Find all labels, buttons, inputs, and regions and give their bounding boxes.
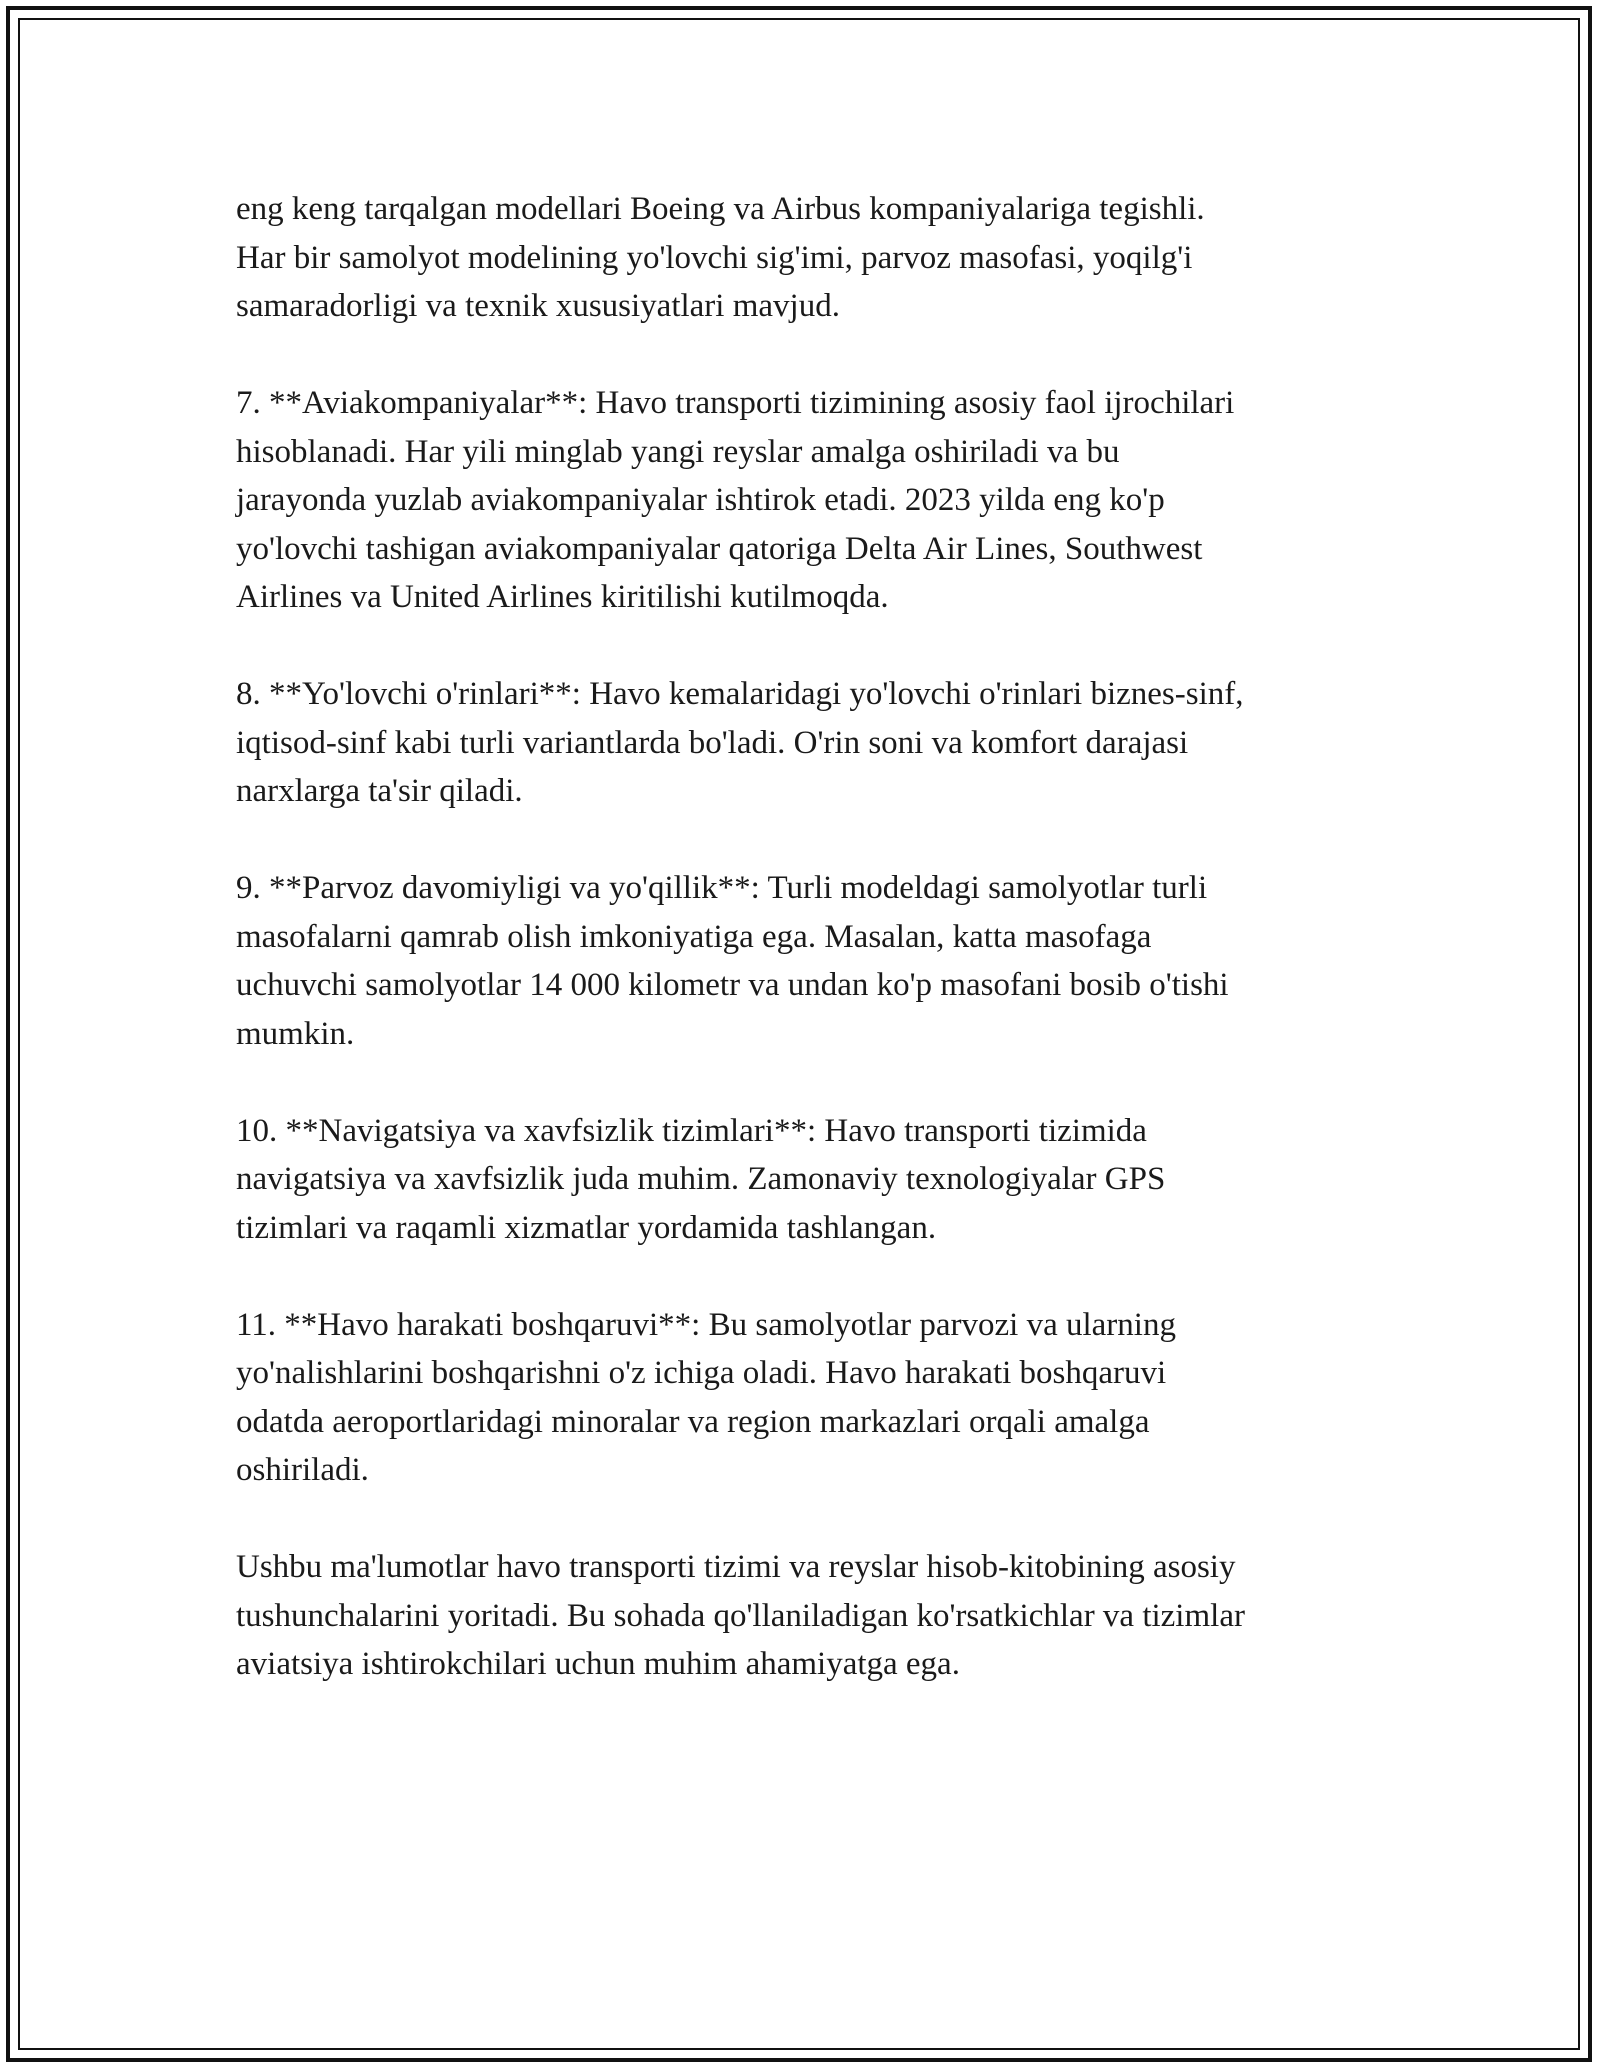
paragraph-navigation-safety: 10. **Navigatsiya va xavfsizlik tizimlari**: Havo transporti tizimida navigatsiya va xavfsizlik juda muhim. Zamonaviy texnologiyalar GPS tizimlari va raqamli xizmatlar yordamida tashlangan. — [236, 1112, 1166, 1246]
paragraph-conclusion: Ushbu ma'lumotlar havo transporti tizimi va reyslar hisob-kitobining asosiy tushunchalarini yoritadi. Bu sohada qo'llaniladigan ko'rsatkichlar va tizimlar aviatsiya ishtirokchilari uchun muhim ahamiyatga ega. — [236, 1549, 1245, 1682]
paragraph-airlines: 7. **Aviakompaniyalar**: Havo transporti tizimining asosiy faol ijrochilari hisoblanadi. Har yili minglab yangi reyslar amalga oshiriladi va bu jarayonda yuzlab aviakompaniyalar ishtirok etadi. 2023 yilda eng ko'p yo'lovchi tashigan aviakompaniyalar qatoriga Delta Air Lines, Southwest Airlines va United Airlines kiritilishi kutilmoqda. — [236, 385, 1235, 615]
paragraph-passenger-seats: 8. **Yo'lovchi o'rinlari**: Havo kemalaridagi yo'lovchi o'rinlari biznes-sinf, iqtisod-sinf kabi turli variantlarda bo'ladi. O'rin soni va komfort darajasi narxlarga ta'sir qiladi. — [236, 676, 1244, 809]
paragraph-flight-duration: 9. **Parvoz davomiyligi va yo'qillik**: Turli modeldagi samolyotlar turli masofalarni qamrab olish imkoniyatiga ega. Masalan, katta masofaga uchuvchi samolyotlar 14 000 kilometr va undan ko'p masofani bosib o'tishi mumkin. — [236, 870, 1229, 1052]
paragraph-air-traffic-control: 11. **Havo harakati boshqaruvi**: Bu samolyotlar parvozi va ularning yo'nalishlarini boshqarishni o'z ichiga oladi. Havo harakati boshqaruvi odatda aeroportlaridagi minoralar va region markazlari orqali amalga oshiriladi. — [236, 1306, 1176, 1488]
paragraph-aircraft-models: eng keng tarqalgan modellari Boeing va Airbus kompaniyalariga tegishli. Har bir samolyot modelining yo'lovchi sig'imi, parvoz masofasi, yoqilg'i samaradorligi va texnik xususiyatlari mavjud. — [236, 191, 1205, 324]
document-body — [236, 185, 1376, 1737]
